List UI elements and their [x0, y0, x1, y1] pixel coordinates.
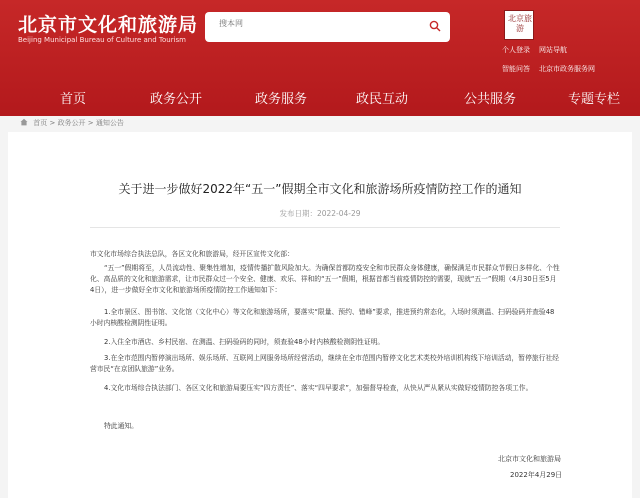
nav-item-government-affairs[interactable]: 政务公开 [150, 92, 203, 107]
site-title[interactable]: 北京市文化和旅游局 [18, 14, 199, 36]
article-card [8, 132, 632, 498]
beijing-tourism-seal-logo [504, 10, 534, 40]
nav-item-home[interactable]: 首页 [60, 92, 87, 107]
breadcrumb-home[interactable]: 首页 [33, 119, 48, 127]
article-meta [8, 208, 632, 219]
article-salutation: 市文化市场综合执法总队，各区文化和旅游局，经开区宣传文化部： [90, 250, 294, 258]
article-paragraph-3: 3.在全市范围内暂停演出场所、娱乐场所、互联网上网服务场所经营活动，继续在全市范围内暂停文化艺术类校外培训机构线下培训活动，暂停旅行社经营市民“在京团队旅游”业务。 [90, 354, 560, 373]
personal-login-link[interactable]: 个人登录 [502, 46, 530, 54]
article-paragraph-4: 4.文化市场综合执法部门、各区文化和旅游局要压实“四方责任”、落实“四早要求”，加强督导检查，从快从严从紧从实做好疫情防控各项工作。 [104, 384, 533, 392]
article-title: 关于进一步做好2022年“五一”假期全市文化和旅游场所疫情防控工作的通知 [118, 182, 522, 196]
signature-organization: 北京市文化和旅游局 [498, 455, 561, 463]
publish-date: 2022-04-29 [316, 209, 361, 218]
site-header [0, 0, 640, 116]
nav-item-public-services[interactable]: 公共服务 [464, 92, 517, 107]
search-icon[interactable] [429, 20, 441, 32]
article-closing: 特此通知。 [104, 422, 138, 430]
site-nav-link[interactable]: 网站导航 [539, 46, 567, 54]
search-box [205, 12, 450, 42]
signature-date: 2022年4月29日 [510, 471, 563, 479]
publish-date-label: 发布日期： [279, 209, 317, 218]
home-icon [20, 118, 28, 126]
breadcrumb-separator: > [47, 119, 58, 127]
seal-text: 北京旅游 [508, 14, 532, 33]
breadcrumb-separator: > [85, 119, 96, 127]
breadcrumb-government-affairs[interactable]: 政务公开 [57, 119, 86, 127]
main-nav [0, 84, 640, 112]
breadcrumb [20, 118, 124, 128]
smart-qa-link[interactable]: 智能问答 [502, 65, 530, 73]
nav-item-special-topics[interactable]: 专题专栏 [568, 92, 621, 107]
article-paragraph-intro: “五一”假期将至，人员流动性、聚集性增加，疫情传播扩散风险加大。为确保首都防疫安全和市民群众身体健康，确保满足市民群众节假日多样化、个性化、高品质的文化和旅游需求，让市民群众过一个安全、健康、欢乐、祥和的“五一”假期，根据首都当前疫情防控的需要，现就“五一”假期（4月30日至5月4日），进一步做好全市文化和旅游场所疫情防控工作通知如下： [90, 264, 560, 294]
divider [90, 227, 560, 228]
article-paragraph-1: 1.全市景区、图书馆、文化馆（文化中心）等文化和旅游场所，要落实“限量、预约、错峰”要求，推进预约常态化，入场时须测温、扫码验码并查验48小时内核酸检测阴性证明。 [90, 308, 555, 327]
nav-item-government-services[interactable]: 政务服务 [255, 92, 308, 107]
search-input[interactable] [219, 19, 419, 28]
nav-item-public-interaction[interactable]: 政民互动 [356, 92, 409, 107]
site-title-english: Beijing Municipal Bureau of Culture and Tourism [18, 36, 186, 44]
breadcrumb-notices[interactable]: 通知公告 [95, 119, 124, 127]
article-paragraph-2: 2.入住全市酒店、乡村民宿、在测温、扫码验码的同时，须查验48小时内核酸检测阴性证明。 [104, 338, 385, 346]
gov-service-platform-link[interactable]: 北京市政务服务网 [539, 65, 595, 73]
